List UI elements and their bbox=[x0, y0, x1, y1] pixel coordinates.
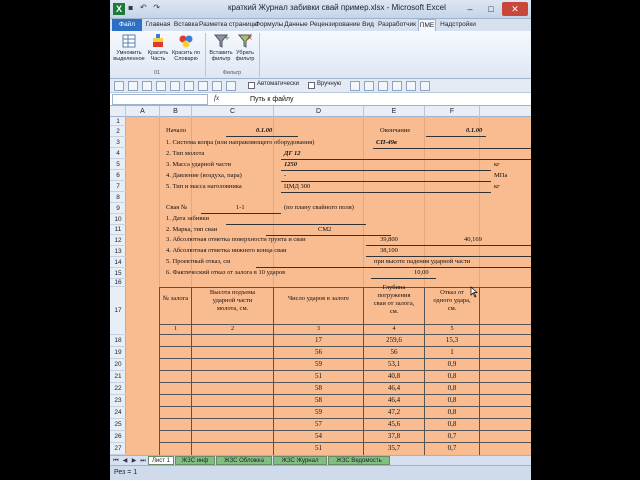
group-filter-label: Фильтр bbox=[222, 70, 242, 76]
sheet-tab-list1[interactable]: Лист 1 bbox=[148, 456, 174, 465]
multiply-label-1: Умножить bbox=[116, 50, 142, 56]
paint-by-dictionary-button[interactable] bbox=[170, 33, 202, 69]
row12-label: 3. Абсолютная отметка поверхности грунта и сваи bbox=[166, 236, 306, 243]
sheet-tabs-bar bbox=[110, 455, 531, 465]
header-line: Число ударов в залоге bbox=[287, 295, 350, 302]
toolbar-icon[interactable] bbox=[350, 81, 360, 91]
tab-insert[interactable]: Вставка bbox=[173, 21, 199, 28]
underline bbox=[201, 213, 281, 214]
header-line: погружения bbox=[377, 292, 411, 299]
excel-window bbox=[110, 0, 531, 480]
row11-value: СМ2 bbox=[318, 226, 332, 233]
column-number: 1 bbox=[174, 326, 177, 332]
tab-home[interactable]: Главная bbox=[145, 21, 171, 28]
funnel-plus-icon bbox=[213, 33, 229, 49]
table-cell-depth[interactable]: 40,8 bbox=[387, 372, 401, 380]
start-label: Начало bbox=[166, 127, 187, 134]
row12-value2: 40,169 bbox=[464, 236, 482, 243]
table-cell-blows[interactable]: 59 bbox=[315, 408, 322, 416]
table-cell-blows[interactable]: 58 bbox=[315, 396, 322, 404]
column-header-f[interactable]: F bbox=[425, 106, 480, 117]
table-cell-blows[interactable]: 17 bbox=[315, 336, 322, 344]
row13-label: 4. Абсолютная отметка нижнего конца сваи bbox=[166, 247, 287, 254]
row-header[interactable]: 25 bbox=[110, 419, 126, 431]
table-cell-refusal[interactable]: 0,7 bbox=[447, 432, 457, 440]
quick-access-toolbar bbox=[128, 3, 224, 16]
table-cell-blows[interactable]: 51 bbox=[315, 372, 322, 380]
toolbar-icon[interactable] bbox=[142, 81, 152, 91]
row-header[interactable]: 11 bbox=[110, 225, 126, 235]
row15-value: 10,00 bbox=[414, 269, 429, 276]
first-sheet-icon[interactable]: ⏮ bbox=[113, 457, 119, 464]
header-line: см. bbox=[447, 305, 457, 312]
row6-value: - bbox=[284, 172, 287, 179]
table-cell-blows[interactable]: 54 bbox=[315, 432, 322, 440]
table-icon bbox=[121, 33, 137, 49]
toolbar-icon[interactable] bbox=[184, 81, 194, 91]
next-sheet-icon[interactable]: ▶ bbox=[131, 457, 137, 464]
row-header[interactable]: 23 bbox=[110, 395, 126, 407]
palette-icon bbox=[178, 33, 194, 49]
manual-checkbox[interactable] bbox=[308, 82, 315, 89]
row-header[interactable]: 20 bbox=[110, 359, 126, 371]
table-cell-refusal[interactable]: 0,8 bbox=[447, 420, 457, 428]
maximize-button[interactable]: □ bbox=[488, 4, 494, 14]
sheet-tab-info[interactable]: ЖЗС инф bbox=[175, 456, 215, 465]
redo-icon[interactable]: ↷ bbox=[153, 3, 162, 12]
row3-label: 1. Система копра (или направляющего оборудования) bbox=[166, 139, 315, 146]
row4-value: ДГ 12 bbox=[284, 150, 301, 157]
table-cell-refusal[interactable]: 15,3 bbox=[445, 336, 459, 344]
column-number: 2 bbox=[231, 326, 234, 332]
row3-value: СП-49в bbox=[376, 139, 397, 146]
row6-unit: МПа bbox=[494, 172, 508, 179]
toolbar-icon[interactable] bbox=[406, 81, 416, 91]
header-line: Высота подъема bbox=[209, 289, 256, 296]
row-header[interactable]: 22 bbox=[110, 383, 126, 395]
row-header[interactable]: 24 bbox=[110, 407, 126, 419]
column-header-b[interactable]: B bbox=[160, 106, 192, 117]
row-header[interactable]: 27 bbox=[110, 443, 126, 455]
row-header[interactable]: 21 bbox=[110, 371, 126, 383]
row7-label: 5. Тип и масса наголовника bbox=[166, 183, 242, 190]
tab-view[interactable]: Вид bbox=[362, 21, 374, 28]
table-cell-depth[interactable]: 46,4 bbox=[387, 384, 401, 392]
row5-unit: кг bbox=[494, 161, 500, 168]
row-header[interactable]: 12 bbox=[110, 235, 126, 246]
row-header[interactable]: 6 bbox=[110, 170, 126, 181]
table-cell-depth[interactable]: 56 bbox=[390, 348, 398, 356]
toolbar-icon[interactable] bbox=[170, 81, 180, 91]
status-text: Рез = 1 bbox=[114, 469, 138, 476]
funnel-remove-icon bbox=[237, 33, 253, 49]
worksheet-area bbox=[110, 117, 531, 455]
column-header-blank bbox=[480, 106, 531, 117]
row-header[interactable]: 18 bbox=[110, 335, 126, 347]
table-cell-depth[interactable]: 45,6 bbox=[387, 420, 401, 428]
header-depth bbox=[364, 284, 424, 316]
close-button[interactable]: ✕ bbox=[502, 2, 528, 16]
underline bbox=[371, 278, 436, 279]
prev-sheet-icon[interactable]: ◀ bbox=[122, 457, 128, 464]
svg-text:×: × bbox=[247, 34, 253, 42]
sheet-tab-journal[interactable]: ЖЗС Журнал bbox=[273, 456, 327, 465]
excel-app-icon[interactable]: X bbox=[113, 3, 125, 15]
header-line: № залога bbox=[162, 295, 189, 302]
table-cell-refusal[interactable]: 0,8 bbox=[447, 384, 457, 392]
toolbar-icon[interactable] bbox=[128, 81, 138, 91]
select-all-corner[interactable] bbox=[110, 106, 126, 117]
paint-part-label-1: Красить bbox=[147, 50, 169, 56]
group-01-label: 01 bbox=[153, 70, 161, 76]
header-cycle-no bbox=[160, 295, 191, 303]
toolbar-icon[interactable] bbox=[114, 81, 124, 91]
header-line: Глубина bbox=[382, 284, 406, 291]
table-cell-depth[interactable]: 46,4 bbox=[387, 396, 401, 404]
end-label: Окончание bbox=[380, 127, 411, 134]
window-title: краткий Журнал забивки свай пример.xlsx - Microsoft Excel bbox=[228, 3, 446, 12]
table-cell-refusal[interactable]: 0,8 bbox=[447, 408, 457, 416]
remove-filter-label-1: Убрать bbox=[236, 50, 254, 56]
header-blow-count bbox=[274, 295, 363, 303]
row5-label: 3. Масса ударной части bbox=[166, 161, 231, 168]
mouse-cursor-icon bbox=[471, 287, 479, 297]
svg-text:+: + bbox=[224, 34, 230, 42]
header-line: молота, см. bbox=[216, 305, 249, 312]
tab-pme[interactable]: ПМЕ bbox=[418, 19, 436, 31]
underline bbox=[281, 181, 491, 182]
table-cell-blows[interactable]: 57 bbox=[315, 420, 322, 428]
row7-value: ЦМД 300 bbox=[284, 183, 311, 190]
row14-label: 5. Проектный отказ, см bbox=[166, 258, 231, 265]
multiply-label-2: выделенное bbox=[113, 56, 145, 62]
undo-icon[interactable]: ↶ bbox=[139, 3, 149, 12]
minimize-button[interactable]: – bbox=[467, 4, 473, 14]
table-cell-refusal[interactable]: 1 bbox=[450, 348, 454, 356]
row-header[interactable]: 13 bbox=[110, 246, 126, 257]
toolbar-icon[interactable] bbox=[212, 81, 222, 91]
row15-label: 6. Фактический отказ от залога в 10 ударов bbox=[166, 269, 286, 276]
column-headers bbox=[110, 106, 531, 117]
paint-part-button[interactable] bbox=[146, 33, 170, 69]
group-separator bbox=[259, 33, 260, 77]
row10-label: 1. Дата забивки bbox=[166, 215, 210, 222]
auto-label: Автоматически bbox=[257, 81, 299, 87]
end-value: 0.1.00 bbox=[466, 127, 483, 134]
status-bar bbox=[110, 465, 531, 480]
table-cell-depth[interactable]: 37,8 bbox=[387, 432, 401, 440]
toolbar-icon[interactable] bbox=[198, 81, 208, 91]
tab-review[interactable]: Рецензирование bbox=[309, 21, 361, 28]
row-header[interactable]: 7 bbox=[110, 181, 126, 192]
paint-icon bbox=[150, 33, 166, 49]
remove-filter-label-2: фильтр bbox=[235, 56, 255, 62]
underline bbox=[226, 224, 366, 225]
toolbar-icon[interactable] bbox=[392, 81, 402, 91]
sheet-tab-cover[interactable]: ЖЗС Обложка bbox=[216, 456, 272, 465]
toolbar-icon[interactable] bbox=[378, 81, 388, 91]
name-box[interactable] bbox=[112, 94, 208, 105]
table-cell-blows[interactable]: 59 bbox=[315, 360, 322, 368]
header-line: Отказ от bbox=[440, 289, 464, 296]
row-header[interactable]: 26 bbox=[110, 431, 126, 443]
toolbar-icon[interactable] bbox=[226, 81, 236, 91]
tab-data[interactable]: Данные bbox=[284, 21, 308, 28]
table-cell-blows[interactable]: 51 bbox=[315, 444, 322, 452]
row-header[interactable]: 14 bbox=[110, 257, 126, 268]
sheet-tab-statement[interactable]: ЖЗС Ведомость bbox=[328, 456, 390, 465]
underline bbox=[281, 192, 491, 193]
column-number: 4 bbox=[392, 326, 396, 332]
toolbar-icon[interactable] bbox=[364, 81, 374, 91]
ribbon-panel bbox=[110, 31, 531, 79]
table-cell-refusal[interactable]: 0,7 bbox=[447, 444, 457, 452]
group-separator bbox=[205, 33, 206, 77]
underline bbox=[226, 136, 298, 137]
insert-filter-button[interactable] bbox=[208, 33, 234, 69]
row-header[interactable]: 8 bbox=[110, 192, 126, 203]
column-header-a[interactable]: A bbox=[126, 106, 160, 117]
header-line: одного удара, bbox=[433, 297, 471, 304]
table-cell-refusal[interactable]: 0,9 bbox=[447, 360, 457, 368]
row-header[interactable]: 1 bbox=[110, 117, 126, 126]
formula-bar bbox=[110, 93, 531, 106]
row-header[interactable]: 4 bbox=[110, 148, 126, 159]
table-cell-refusal[interactable]: 0,8 bbox=[447, 372, 457, 380]
row-header[interactable]: 3 bbox=[110, 137, 126, 148]
toolbar-icon[interactable] bbox=[156, 81, 166, 91]
header-line: см. bbox=[389, 308, 399, 315]
start-value: 0.1.00 bbox=[256, 127, 273, 134]
column-header-d[interactable]: D bbox=[274, 106, 364, 117]
title-bar bbox=[110, 0, 531, 19]
save-icon[interactable]: ▪ bbox=[128, 3, 136, 12]
row-header[interactable]: 5 bbox=[110, 159, 126, 170]
paint-part-label-2: Часть bbox=[150, 56, 166, 62]
remove-filter-button[interactable] bbox=[234, 33, 256, 69]
table-cell-depth[interactable]: 35,7 bbox=[387, 444, 401, 452]
paint-dict-label-1: Красить по bbox=[171, 50, 201, 56]
column-header-c[interactable]: C bbox=[192, 106, 274, 117]
column-header-e[interactable]: E bbox=[364, 106, 425, 117]
row13-value: 38,100 bbox=[380, 247, 398, 254]
row-header[interactable]: 9 bbox=[110, 203, 126, 214]
row6-label: 4. Давление (воздуха, пара) bbox=[166, 172, 242, 179]
multiply-selection-button[interactable] bbox=[112, 33, 146, 69]
tab-addins[interactable]: Надстройки bbox=[440, 21, 476, 28]
row-header[interactable]: 15 bbox=[110, 268, 126, 279]
row5-value: 1250 bbox=[284, 161, 297, 168]
underline bbox=[256, 267, 531, 268]
row-headers bbox=[110, 117, 126, 455]
tab-page-layout[interactable]: Разметка страницы bbox=[199, 21, 258, 28]
row-header[interactable]: 19 bbox=[110, 347, 126, 359]
tab-formulas[interactable]: Формулы bbox=[255, 21, 284, 28]
table-cell-refusal[interactable]: 0,8 bbox=[447, 396, 457, 404]
row-header[interactable]: 10 bbox=[110, 214, 126, 225]
ribbon-tabs bbox=[110, 19, 531, 31]
column-number: 5 bbox=[450, 326, 454, 332]
row14-note: при высоте падения ударной части bbox=[374, 258, 471, 265]
secondary-toolbar bbox=[110, 79, 531, 93]
last-sheet-icon[interactable]: ⏭ bbox=[140, 457, 146, 464]
row9-label: Свая № bbox=[166, 204, 188, 211]
row12-value1: 39,800 bbox=[380, 236, 398, 243]
header-line: сваи от залога, bbox=[373, 300, 415, 307]
underline bbox=[426, 136, 486, 137]
toolbar-icon[interactable] bbox=[420, 81, 430, 91]
row-header[interactable]: 17 bbox=[110, 287, 126, 335]
paint-dict-label-2: Словарю bbox=[174, 56, 198, 62]
row9-value: 1-1 bbox=[236, 204, 245, 211]
auto-checkbox[interactable] bbox=[248, 82, 255, 89]
header-line: ударной части bbox=[212, 297, 253, 304]
underline bbox=[281, 170, 491, 171]
row-header[interactable]: 16 bbox=[110, 279, 126, 287]
row-header[interactable]: 2 bbox=[110, 126, 126, 137]
row7-unit: кг bbox=[494, 183, 500, 190]
worksheet-grid[interactable] bbox=[126, 117, 531, 455]
table-cell-depth[interactable]: 53,1 bbox=[387, 360, 401, 368]
tab-file[interactable]: Файл bbox=[112, 19, 142, 31]
formula-input[interactable]: Путь к файлу bbox=[250, 96, 294, 103]
table-cell-blows[interactable]: 56 bbox=[315, 348, 322, 356]
underline bbox=[373, 148, 531, 149]
table-cell-depth[interactable]: 259,6 bbox=[386, 336, 402, 344]
insert-filter-label-1: Вставить bbox=[209, 50, 233, 56]
manual-label: Вручную bbox=[317, 81, 342, 87]
tab-developer[interactable]: Разработчик bbox=[378, 21, 416, 28]
row4-label: 2. Тип молота bbox=[166, 150, 205, 157]
insert-filter-label-2: фильтр bbox=[211, 56, 231, 62]
row9-note: (по плану свайного поля) bbox=[284, 204, 354, 211]
header-drop-height bbox=[192, 289, 273, 313]
table-cell-blows[interactable]: 58 bbox=[315, 384, 322, 392]
fx-icon[interactable]: fx bbox=[214, 94, 220, 102]
row11-label: 2. Марка, тип сваи bbox=[166, 226, 218, 233]
table-cell-depth[interactable]: 47,2 bbox=[387, 408, 401, 416]
column-number: 3 bbox=[317, 326, 320, 332]
